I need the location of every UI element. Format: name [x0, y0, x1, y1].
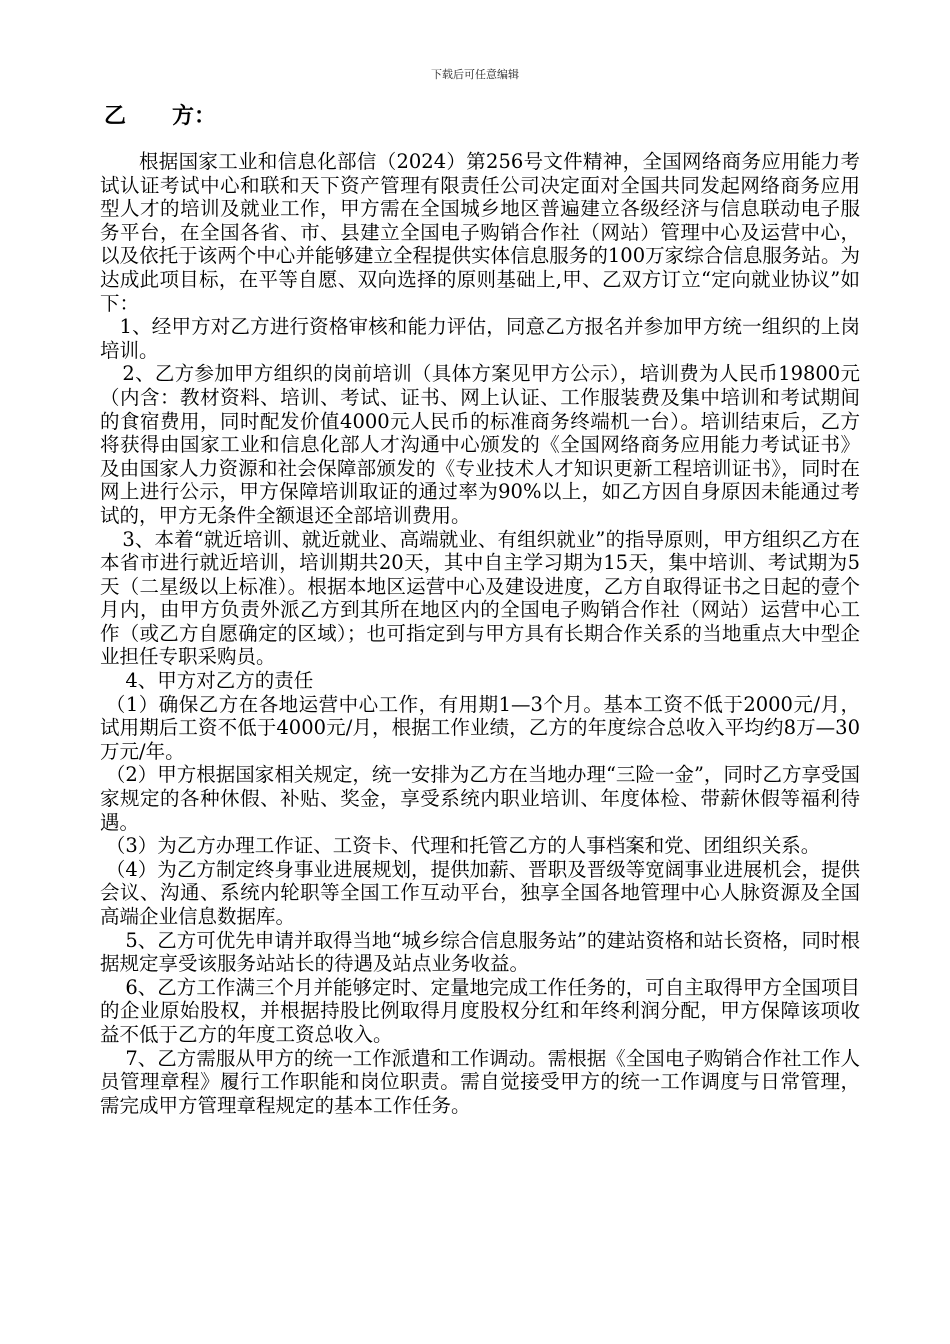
intro-paragraph: 根据国家工业和信息化部信（2024）第256号文件精神，全国网络商务应用能力考试认证考试中心和联和天下资产管理有限责任公司决定面对全国共同发起网络商务应用型人才的培训及就业工作，甲方需在全国城乡地区普遍建立各级经济与信息联动电子服务平台，在全国各省、市、县建立全国电子购销合作社（网站）管理中心及运营中心，以及依托于该两个中心并能够建立全程提供实体信息服务的100万家综合信息服务站。为达成此项目标，在平等自愿、双向选择的原则基础上,甲、乙双方订立“定向就业协议”如下： [100, 150, 860, 315]
clause-4-item-1: （1）确保乙方在各地运营中心工作，有用期1—3个月。基本工资不低于2000元/月，试用期后工资不低于4000元/月，根据工作业绩，乙方的年度综合总收入平均约8万—30万元/年。 [100, 692, 860, 763]
clause-3: 3、本着“就近培训、就近就业、高端就业、有组织就业”的指导原则，甲方组织乙方在本省市进行就近培训，培训期共20天，其中自主学习期为15天，集中培训、考试期为5天（二星级以上标准）。根据本地区运营中心及建设进度，乙方自取得证书之日起的壹个月内，由甲方负责外派乙方到其所在地区内的全国电子购销合作社（网站）运营中心工作（或乙方自愿确定的区域）；也可指定到与甲方具有长期合作关系的当地重点大中型企业担任专职采购员。 [100, 527, 860, 669]
clause-2: 2、乙方参加甲方组织的岗前培训（具体方案见甲方公示），培训费为人民币19800元（内含：教材资料、培训、考试、证书、网上认证、工作服装费及集中培训和考试期间的食宿费用，同时配发价值4000元人民币的标准商务终端机一台）。培训结束后，乙方将获得由国家工业和信息化部人才沟通中心颁发的《全国网络商务应用能力考试证书》及由国家人力资源和社会保障部颁发的《专业技术人才知识更新工程培训证书》，同时在网上进行公示，甲方保障培训取证的通过率为90%以上，如乙方因自身原因未能通过考试的，甲方无条件全额退还全部培训费用。 [100, 362, 860, 527]
clause-4-heading: 4、甲方对乙方的责任 [125, 669, 314, 693]
clause-5: 5、乙方可优先申请并取得当地“城乡综合信息服务站”的建站资格和站长资格，同时根据规定享受该服务站站长的待遇及站点业务收益。 [100, 928, 860, 976]
clause-4-item-4: （4）为乙方制定终身事业进展规划，提供加薪、晋职及晋级等宽阔事业进展机会，提供会议、沟通、系统内轮职等全国工作互动平台，独享全国各地管理中心人脉资源及全国高端企业信息数据库。 [100, 857, 860, 928]
party-heading [104, 99, 216, 130]
party-heading-right: 方： [172, 104, 217, 129]
clause-7: 7、乙方需服从甲方的统一工作派遣和工作调动。需根据《全国电子购销合作社工作人员管理章程》履行工作职能和岗位职责。需自觉接受甲方的统一工作调度与日常管理，需完成甲方管理章程规定的基本工作任务。 [100, 1046, 860, 1117]
party-heading-left: 乙 [104, 104, 127, 129]
clause-1: 1、经甲方对乙方进行资格审核和能力评估，同意乙方报名并参加甲方统一组织的上岗培训。 [100, 315, 860, 362]
header-note: 下载后可任意编辑 [431, 68, 519, 81]
clause-6: 6、乙方工作满三个月并能够定时、定量地完成工作任务的，可自主取得甲方全国项目的企业原始股权，并根据持股比例取得月度股权分红和年终利润分配，甲方保障该项收益不低于乙方的年度工资总收入。 [100, 975, 860, 1046]
clause-4-item-3: （3）为乙方办理工作证、工资卡、代理和托管乙方的人事档案和党、团组织关系。 [105, 834, 821, 858]
agreement-body [100, 150, 860, 1117]
clause-4-item-2: （2）甲方根据国家相关规定，统一安排为乙方在当地办理“三险一金”，同时乙方享受国家规定的各种休假、补贴、奖金，享受系统内职业培训、年度体检、带薪休假等福利待遇。 [100, 763, 860, 834]
